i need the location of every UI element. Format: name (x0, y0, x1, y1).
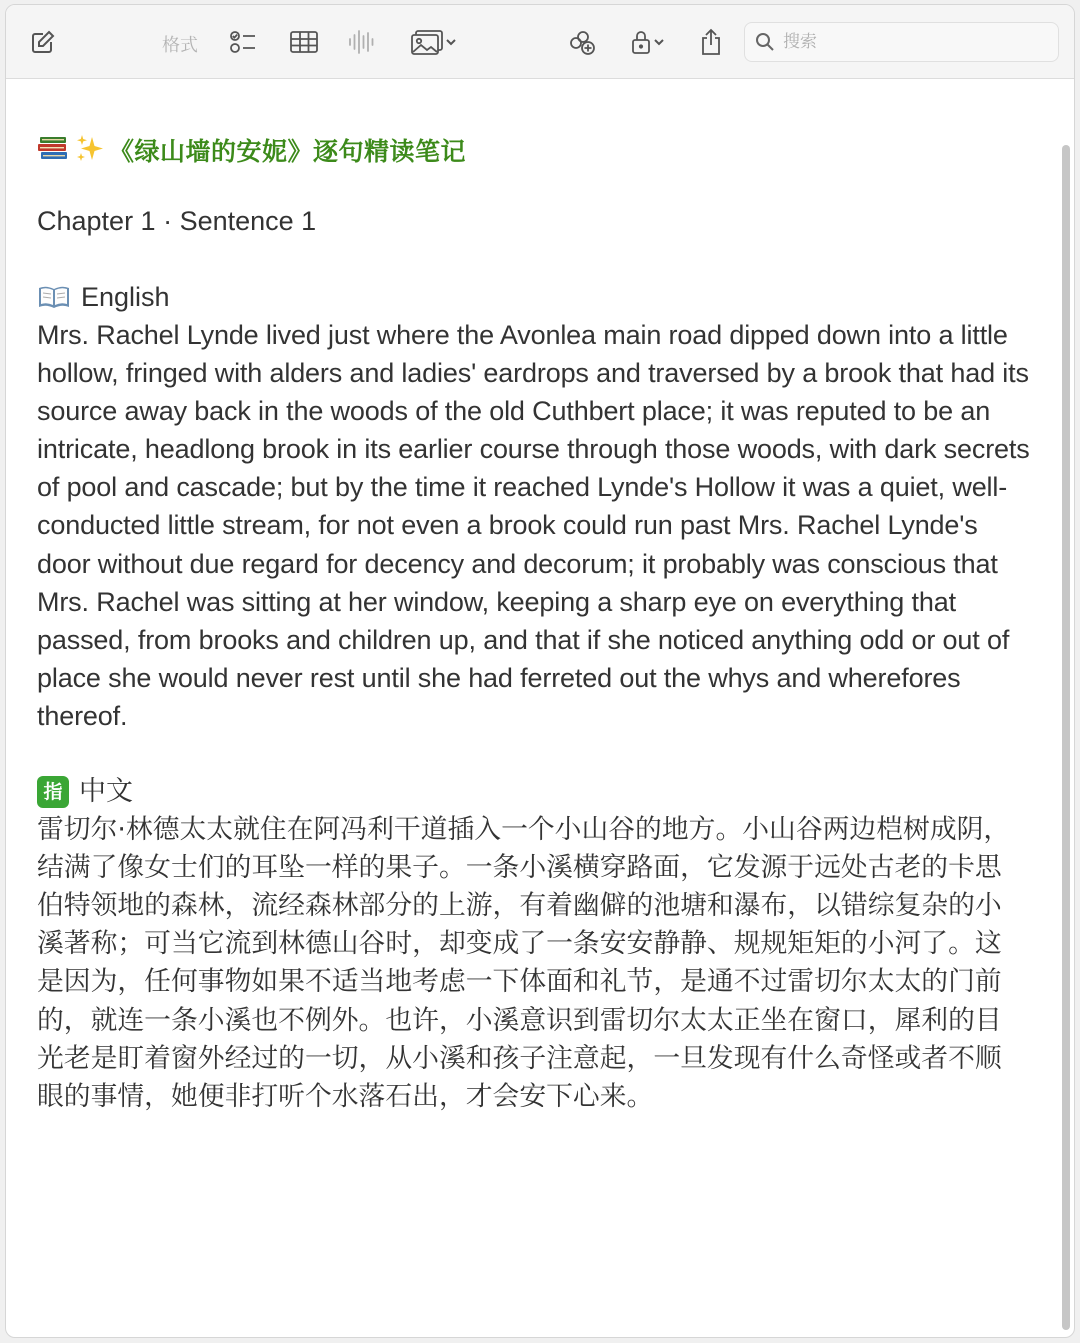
audio-icon[interactable] (346, 27, 376, 57)
english-paragraph: Mrs. Rachel Lynde lived just where the Avonlea main road dipped down into a little hollow, fringed with alders and ladies' eardrops and traversed by a brook that had its source away back in the woods of the old Cuthbert place; it was reputed to be an intricate, headlong brook in its earlier course through those woods, with dark secrets of pool and cascade; but by the time it reached Lynde's Hollow it was a quiet, well-conducted little stream, for not even a brook could run past Mrs. Rachel Lynde's door without due regard for decency and decorum; it probably was conscious that Mrs. Rachel was sitting at her window, keeping a sharp eye on everything that passed, from brooks and children up, and that if she noticed anything odd or out of place she would never rest until she had ferreted out the whys and wherefores thereof. (37, 320, 1030, 731)
title-text: 《绿山墙的安妮》逐句精读笔记 (109, 137, 467, 166)
share-icon[interactable] (696, 27, 726, 57)
search-icon (755, 32, 775, 52)
sparkles-emoji-icon (75, 133, 105, 167)
chinese-paragraph: 雷切尔·林德太太就住在阿冯利干道插入一个小山谷的地方。小山谷两边桤树成阴，结满了像女士们的耳坠一样的果子。一条小溪横穿路面，它发源于远处古老的卡思伯特领地的森林，流经森林部分的上游，有着幽僻的池塘和瀑布，以错综复杂的小溪著称；可当它流到林德山谷时，却变成了一条安安静静、规规矩矩的小河了。这是因为，任何事物如果不适当地考虑一下体面和礼节，是通不过雷切尔太太的门前的，就连一条小溪也不例外。也许，小溪意识到雷切尔太太正坐在窗口，犀利的目光老是盯着窗外经过的一切，从小溪和孩子注意起，一旦发现有什么奇怪或者不顺眼的事情，她便非打听个水落石出，才会安下心来。 (37, 814, 1011, 1112)
checklist-icon[interactable] (228, 27, 258, 57)
search-field[interactable] (744, 22, 1059, 62)
compose-icon[interactable] (28, 27, 58, 57)
chinese-heading-label: 中文 (79, 776, 133, 808)
chevron-down-icon (444, 37, 458, 47)
chevron-down-icon (652, 37, 666, 47)
scrollbar[interactable] (1062, 145, 1070, 1330)
chinese-badge-label: 指 (37, 776, 69, 808)
books-emoji-icon (37, 133, 71, 167)
english-heading-label: English (81, 282, 170, 312)
chinese-heading (37, 773, 1038, 811)
toolbar (6, 5, 1074, 79)
chapter-line: Chapter 1 · Sentence 1 (37, 206, 317, 236)
table-icon[interactable] (288, 27, 320, 57)
media-icon[interactable] (404, 27, 464, 57)
notes-window (5, 4, 1075, 1338)
english-heading (37, 278, 1038, 316)
note-title[interactable] (37, 128, 1038, 172)
search-input[interactable] (783, 32, 1033, 52)
open-book-icon (37, 284, 71, 310)
lock-icon[interactable] (624, 27, 672, 57)
collaborate-icon[interactable] (566, 27, 598, 57)
chinese-badge-icon (37, 776, 69, 808)
note-body[interactable] (6, 80, 1074, 1337)
format-button[interactable]: 格式 (162, 35, 198, 56)
